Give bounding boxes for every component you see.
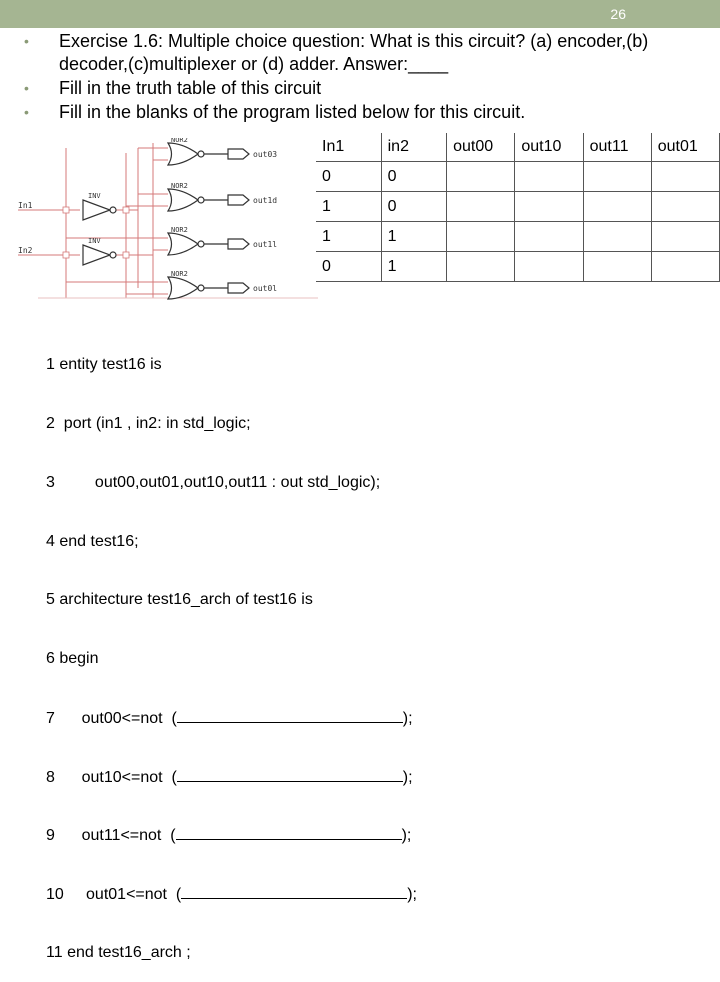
code-tail: ); xyxy=(402,709,413,727)
line-number: 11 xyxy=(46,944,63,961)
bullet-dot-icon: • xyxy=(24,33,29,49)
line-number: 4 xyxy=(46,532,55,550)
code-text: out01<=not ( xyxy=(68,886,182,904)
line-number: 6 xyxy=(46,650,55,668)
truth-table-cell: 1 xyxy=(381,222,446,252)
output-label: out1d xyxy=(253,196,278,205)
truth-table-blank-cell[interactable] xyxy=(515,252,583,282)
bullet-dot-icon: • xyxy=(24,104,29,120)
truth-table-cell: 0 xyxy=(381,192,446,222)
truth-table-blank-cell[interactable] xyxy=(583,252,651,282)
bullet-text: Fill in the truth table of this circuit xyxy=(59,78,322,98)
truth-table-blank-cell[interactable] xyxy=(515,162,583,192)
gate-label: NOR2 xyxy=(171,182,188,190)
truth-table-blank-cell[interactable] xyxy=(651,162,719,192)
code-line xyxy=(46,943,417,963)
truth-table-row xyxy=(316,192,720,222)
truth-table-cell: 0 xyxy=(316,162,381,192)
line-number: 10 xyxy=(46,886,64,904)
bullet-text: Exercise 1.6: Multiple choice question: What is this circuit? (a) encoder,(b) decoder,(c)multiplexer or (d) adder. Answer:____ xyxy=(59,31,649,74)
code-line xyxy=(46,708,417,728)
truth-table-header: out11 xyxy=(583,133,651,162)
code-text: architecture test16_arch of test16 is xyxy=(59,591,313,609)
truth-table-blank-cell[interactable] xyxy=(447,222,515,252)
truth-table-blank-cell[interactable] xyxy=(447,192,515,222)
fill-in-blank[interactable] xyxy=(177,708,403,723)
truth-table-cell: 1 xyxy=(316,222,381,252)
truth-table-blank-cell[interactable] xyxy=(583,192,651,222)
gate-label: NOR2 xyxy=(171,138,188,144)
bullet-item xyxy=(22,30,662,76)
code-tail: ); xyxy=(402,768,413,786)
truth-table-blank-cell[interactable] xyxy=(651,192,719,222)
line-number: 5 xyxy=(46,591,55,609)
truth-table-blank-cell[interactable] xyxy=(515,222,583,252)
vhdl-code-listing xyxy=(46,316,417,982)
truth-table-header: In1 xyxy=(316,133,381,162)
truth-table-blank-cell[interactable] xyxy=(651,252,719,282)
code-text: out00<=not ( xyxy=(59,709,177,727)
truth-table-row xyxy=(316,162,720,192)
line-number: 1 xyxy=(46,356,55,374)
truth-table-header: in2 xyxy=(381,133,446,162)
truth-table-row xyxy=(316,252,720,282)
truth-table-blank-cell[interactable] xyxy=(583,162,651,192)
bullet-item xyxy=(22,101,662,124)
line-number: 3 xyxy=(46,473,55,491)
code-tail: ); xyxy=(407,886,417,904)
slide-header-bar xyxy=(0,0,720,28)
truth-table-blank-cell[interactable] xyxy=(515,192,583,222)
code-text: out00,out01,out10,out11 : out std_logic); xyxy=(59,473,381,491)
gate-label: INV xyxy=(88,192,101,200)
line-number: 8 xyxy=(46,768,55,786)
truth-table-header: out01 xyxy=(651,133,719,162)
code-line xyxy=(46,414,417,434)
truth-table-blank-cell[interactable] xyxy=(447,252,515,282)
truth-table-blank-cell[interactable] xyxy=(651,222,719,252)
bullet-list xyxy=(22,30,662,124)
code-text: end test16_arch ; xyxy=(67,944,191,961)
fill-in-blank[interactable] xyxy=(176,825,402,840)
code-line xyxy=(46,649,417,669)
truth-table-cell: 1 xyxy=(316,192,381,222)
output-label: out1l xyxy=(253,240,278,249)
code-line xyxy=(46,355,417,375)
slide-number: 26 xyxy=(610,6,626,22)
code-line xyxy=(46,825,417,845)
truth-table-blank-cell[interactable] xyxy=(447,162,515,192)
code-text: entity test16 is xyxy=(59,356,162,374)
truth-table-header-row xyxy=(316,133,720,162)
truth-table-cell: 0 xyxy=(316,252,381,282)
code-text: out11<=not ( xyxy=(59,827,176,845)
gate-label: INV xyxy=(88,237,101,245)
bullet-dot-icon: • xyxy=(24,80,29,96)
line-number: 9 xyxy=(46,827,55,845)
code-text: end test16; xyxy=(59,532,139,550)
output-label: out0l xyxy=(253,284,278,293)
input-label: In2 xyxy=(18,246,33,255)
fill-in-blank[interactable] xyxy=(181,884,407,899)
line-number: 2 xyxy=(46,414,55,432)
code-text: begin xyxy=(59,650,99,668)
code-line xyxy=(46,884,417,904)
truth-table xyxy=(316,133,720,282)
code-line xyxy=(46,767,417,787)
truth-table-header: out00 xyxy=(447,133,515,162)
line-number: 7 xyxy=(46,709,55,727)
code-line xyxy=(46,590,417,610)
code-text: out10<=not ( xyxy=(59,768,177,786)
truth-table-cell: 0 xyxy=(381,162,446,192)
code-line xyxy=(46,473,417,493)
bullet-text: Fill in the blanks of the program listed below for this circuit. xyxy=(59,102,526,122)
fill-in-blank[interactable] xyxy=(177,767,403,782)
input-label: In1 xyxy=(18,201,33,210)
gate-label: NOR2 xyxy=(171,270,188,278)
gate-label: NOR2 xyxy=(171,226,188,234)
truth-table-blank-cell[interactable] xyxy=(583,222,651,252)
circuit-schematic xyxy=(18,138,318,308)
code-text: port (in1 , in2: in std_logic; xyxy=(59,414,251,432)
code-tail: ); xyxy=(401,827,412,845)
truth-table-row xyxy=(316,222,720,252)
bullet-item xyxy=(22,77,662,100)
output-label: out03 xyxy=(253,150,278,159)
truth-table-header: out10 xyxy=(515,133,583,162)
truth-table-cell: 1 xyxy=(381,252,446,282)
code-line xyxy=(46,532,417,552)
